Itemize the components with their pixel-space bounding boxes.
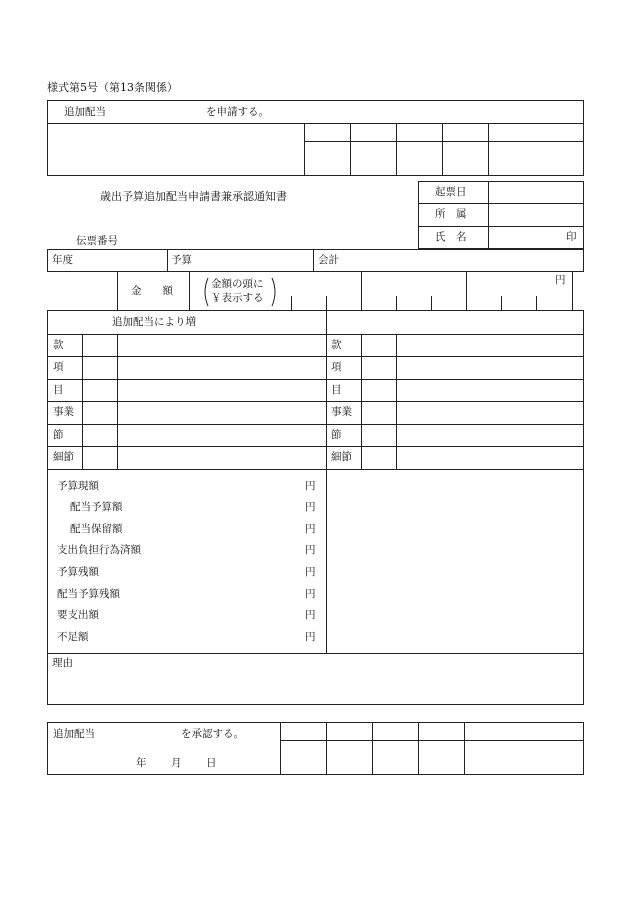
budget-item-2-unit: 円 [305, 501, 316, 513]
approval-seal-cell-5[interactable] [465, 741, 583, 774]
account-label: 会計 [318, 254, 339, 266]
budget-item-4: 支出負担行為済額 [57, 544, 141, 556]
amount-note-line2: ￥表示する [211, 292, 264, 304]
amount-note [202, 277, 278, 307]
approval-seal-cell-2[interactable] [327, 741, 372, 774]
request-seal-cell-4[interactable] [443, 142, 488, 175]
amount-note-line1: 金額の頭に [211, 278, 264, 290]
year-label: 年度 [52, 254, 73, 266]
amount-field[interactable] [290, 273, 571, 309]
name-field[interactable] [489, 227, 564, 248]
budget-item-2: 配当予算額 [70, 501, 123, 513]
affiliation-field[interactable] [489, 204, 583, 226]
draft-date-label: 起票日 [435, 186, 467, 198]
budget-item-1: 予算現額 [57, 480, 99, 492]
category-right-6: 細節 [331, 451, 352, 463]
year-row [47, 249, 584, 272]
request-seal-cell-3[interactable] [397, 142, 442, 175]
approval-seal-cell-3[interactable] [373, 741, 418, 774]
category-right-4: 事業 [331, 406, 352, 418]
budget-item-4-unit: 円 [305, 544, 316, 556]
approval-label: 追加配当 [53, 728, 95, 740]
form-code: 様式第5号（第13条関係） [47, 81, 178, 94]
budget-item-6: 配当予算残額 [57, 588, 120, 600]
request-suffix: を申請する。 [206, 106, 269, 118]
reason-label: 理由 [52, 657, 73, 669]
form-title: 歳出予算追加配当申請書兼承認通知書 [100, 190, 287, 203]
category-right-1: 款 [331, 339, 342, 351]
approval-year: 年 [136, 757, 147, 769]
draft-date-field[interactable] [489, 182, 583, 203]
budget-item-7: 要支出額 [57, 609, 99, 621]
affiliation-label: 所 属 [435, 208, 467, 220]
budget-item-6-unit: 円 [305, 588, 316, 600]
approval-day: 日 [206, 757, 217, 769]
budget-item-3: 配当保留額 [70, 523, 123, 535]
name-label: 氏 名 [435, 231, 467, 243]
reason-field[interactable] [48, 672, 583, 704]
budget-item-5-unit: 円 [305, 566, 316, 578]
amount-unit: 円 [555, 274, 566, 286]
category-left-1: 款 [53, 339, 64, 351]
request-seal-cell-2[interactable] [351, 142, 396, 175]
budget-item-5: 予算残額 [57, 566, 99, 578]
increase-header: 追加配当により増 [112, 316, 196, 328]
slip-number-label: 伝票番号 [76, 235, 118, 247]
request-seal-cell-5[interactable] [489, 142, 583, 175]
category-right-5: 節 [331, 429, 342, 441]
budget-label: 予算 [171, 254, 192, 266]
category-left-2: 項 [53, 361, 64, 373]
category-right-2: 項 [331, 361, 342, 373]
budget-item-8-unit: 円 [305, 631, 316, 643]
category-left-3: 目 [53, 384, 64, 396]
budget-item-1-unit: 円 [305, 480, 316, 492]
request-seal-cell-1[interactable] [305, 142, 350, 175]
budget-item-8: 不足額 [57, 631, 89, 643]
approval-seal-cell-4[interactable] [419, 741, 464, 774]
seal-mark: 印 [566, 231, 577, 243]
category-right-3: 目 [331, 384, 342, 396]
category-left-4: 事業 [53, 406, 74, 418]
request-label: 追加配当 [64, 106, 106, 118]
amount-label: 金 額 [131, 285, 173, 297]
budget-item-3-unit: 円 [305, 523, 316, 535]
category-left-5: 節 [53, 429, 64, 441]
approval-suffix: を承認する。 [181, 728, 244, 740]
budget-item-7-unit: 円 [305, 609, 316, 621]
approval-seal-cell-1[interactable] [281, 741, 326, 774]
category-left-6: 細節 [53, 451, 74, 463]
approval-month: 月 [171, 757, 182, 769]
main-table [47, 310, 584, 705]
